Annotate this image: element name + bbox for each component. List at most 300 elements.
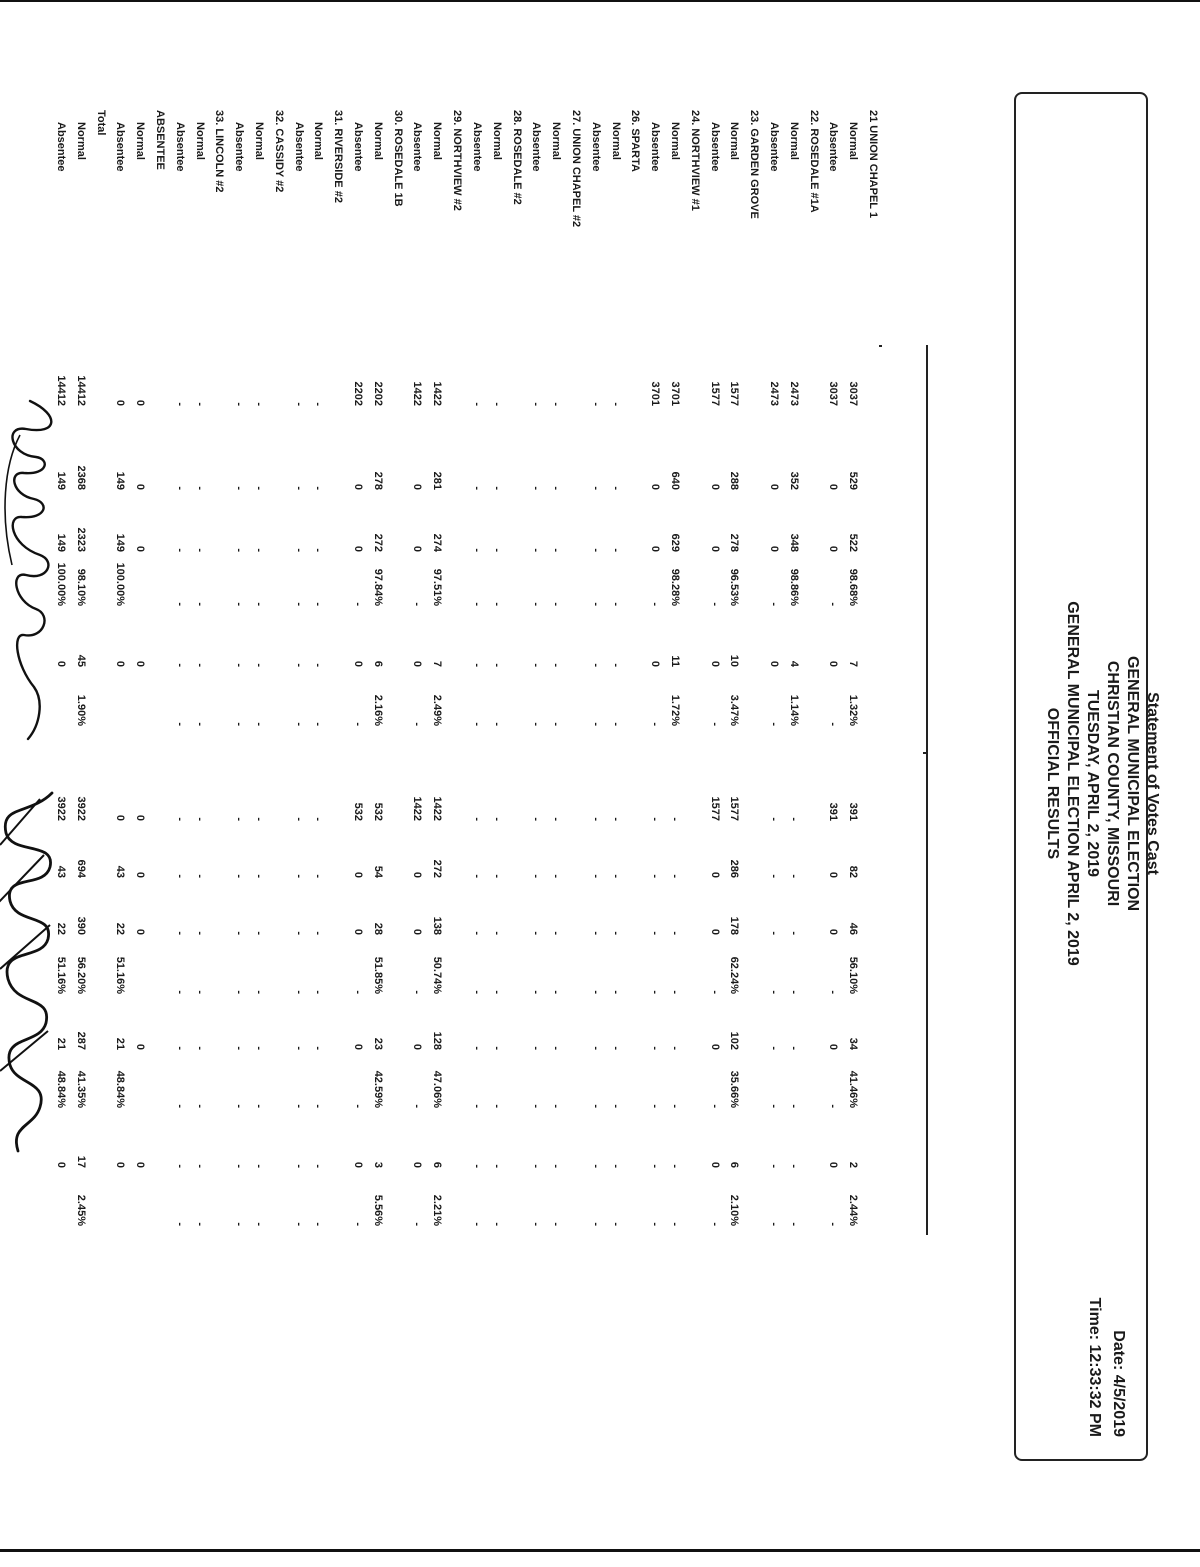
table-row: [649, 0, 660, 1567]
table-cell: -: [233, 722, 246, 726]
table-cell: 0: [708, 928, 721, 935]
signature-right: [0, 785, 70, 1165]
table-cell: -: [470, 931, 483, 935]
table-cell: -: [609, 990, 622, 994]
table-cell: -: [312, 402, 325, 406]
contest-name: GENERAL MUNICIPAL ELECTION APRIL 2, 2019: [1064, 601, 1081, 966]
table-cell: -: [490, 874, 503, 878]
table-cell: -: [530, 663, 543, 667]
table-cell: 274: [431, 533, 444, 552]
table-cell: -: [411, 1222, 424, 1226]
table-cell: 3.47%: [728, 694, 741, 726]
table-cell: 390: [74, 916, 87, 935]
table-cell: -: [550, 990, 563, 994]
precinct-heading-row: [95, 0, 106, 1567]
table-cell: -: [649, 1046, 662, 1050]
table-cell: -: [668, 990, 681, 994]
table-cell: -: [411, 602, 424, 606]
table-cell: -: [193, 931, 206, 935]
table-cell: 352: [787, 471, 800, 490]
table-cell: 1422: [411, 381, 424, 406]
precinct-label: Total: [94, 110, 107, 136]
table-cell: 0: [411, 1161, 424, 1168]
date-label: Date: 4/5/2019: [1110, 1330, 1127, 1437]
table-cell: 0: [352, 483, 365, 490]
table-cell: -: [470, 1164, 483, 1168]
table-cell: -: [292, 931, 305, 935]
table-cell: -: [649, 990, 662, 994]
precinct-label: 29. NORTHVIEW #2: [451, 110, 464, 211]
election-date: TUESDAY, APRIL 2, 2019: [1084, 689, 1101, 878]
table-row: [412, 0, 423, 1567]
table-cell: -: [193, 874, 206, 878]
table-row: [827, 0, 838, 1567]
table-cell: -: [530, 990, 543, 994]
row-label: Normal: [371, 122, 384, 160]
table-cell: -: [312, 663, 325, 667]
table-row: [312, 0, 323, 1567]
table-cell: -: [550, 874, 563, 878]
table-row: [768, 0, 779, 1567]
table-cell: -: [292, 990, 305, 994]
table-cell: -: [827, 1222, 840, 1226]
table-cell: 0: [352, 1043, 365, 1050]
table-cell: -: [490, 1164, 503, 1168]
table-cell: 21: [114, 1037, 127, 1050]
precinct-label: 27. UNION CHAPEL #2: [569, 110, 582, 228]
table-row: [847, 0, 858, 1567]
precinct-heading-row: [154, 0, 165, 1567]
table-cell: -: [233, 1104, 246, 1108]
table-row: [134, 0, 145, 1567]
table-cell: -: [668, 931, 681, 935]
table-cell: 629: [668, 533, 681, 552]
table-cell: -: [490, 1104, 503, 1108]
table-cell: 2.16%: [371, 694, 384, 726]
table-cell: -: [233, 486, 246, 490]
precinct-heading-row: [273, 0, 284, 1567]
table-cell: -: [530, 874, 543, 878]
table-cell: 0: [114, 660, 127, 667]
table-cell: -: [312, 1104, 325, 1108]
table-cell: 532: [371, 802, 384, 821]
table-cell: -: [668, 817, 681, 821]
table-cell: 522: [847, 533, 860, 552]
table-cell: -: [470, 874, 483, 878]
table-cell: -: [253, 548, 266, 552]
table-cell: -: [193, 663, 206, 667]
row-label: Normal: [74, 122, 87, 160]
table-cell: -: [767, 817, 780, 821]
row-label: Normal: [609, 122, 622, 160]
table-cell: -: [490, 602, 503, 606]
table-cell: 0: [827, 1043, 840, 1050]
table-cell: -: [668, 1104, 681, 1108]
row-label: Normal: [847, 122, 860, 160]
table-row: [174, 0, 185, 1567]
table-cell: 2.21%: [431, 1194, 444, 1226]
table-cell: 128: [431, 1031, 444, 1050]
table-cell: -: [767, 874, 780, 878]
table-cell: -: [292, 663, 305, 667]
table-cell: 41.35%: [74, 1070, 87, 1108]
precinct-label: 32. CASSIDY #2: [272, 110, 285, 193]
precinct-label: 24. NORTHVIEW #1: [688, 110, 701, 211]
table-cell: 532: [352, 802, 365, 821]
table-cell: 28: [371, 922, 384, 935]
table-cell: 0: [767, 545, 780, 552]
table-cell: -: [173, 874, 186, 878]
table-cell: -: [173, 817, 186, 821]
table-cell: -: [589, 1046, 602, 1050]
precinct-label: 23. GARDEN GROVE: [748, 110, 761, 219]
table-cell: 0: [411, 545, 424, 552]
table-cell: -: [173, 990, 186, 994]
table-cell: -: [312, 1222, 325, 1226]
table-cell: -: [253, 1046, 266, 1050]
table-cell: 98.10%: [74, 568, 87, 606]
table-cell: 0: [767, 483, 780, 490]
table-cell: -: [253, 402, 266, 406]
table-cell: -: [490, 990, 503, 994]
election-name: GENERAL MUNICIPAL ELECTION: [1124, 655, 1141, 912]
table-cell: 3922: [55, 796, 67, 821]
table-cell: 50.74%: [431, 956, 444, 994]
table-cell: -: [292, 402, 305, 406]
table-cell: -: [649, 1164, 662, 1168]
table-cell: -: [470, 722, 483, 726]
table-cell: -: [550, 402, 563, 406]
table-cell: -: [352, 722, 365, 726]
table-cell: -: [470, 1222, 483, 1226]
row-label: Normal: [193, 122, 206, 160]
table-cell: -: [292, 602, 305, 606]
table-row: [352, 0, 363, 1567]
label-column-divider: [879, 345, 882, 347]
table-cell: -: [470, 990, 483, 994]
precinct-label: 31. RIVERSIDE #2: [332, 110, 345, 203]
row-label: Normal: [312, 122, 325, 160]
table-cell: -: [609, 817, 622, 821]
table-cell: 2.45%: [74, 1194, 87, 1226]
table-cell: -: [589, 548, 602, 552]
table-cell: -: [609, 486, 622, 490]
table-cell: 3037: [827, 381, 840, 406]
table-cell: -: [411, 1104, 424, 1108]
table-cell: 272: [431, 859, 444, 878]
table-cell: 149: [114, 471, 127, 490]
table-cell: -: [312, 1164, 325, 1168]
table-cell: -: [530, 486, 543, 490]
row-label: Absentee: [589, 122, 602, 172]
table-cell: 102: [728, 1031, 741, 1050]
table-cell: 640: [668, 471, 681, 490]
table-cell: 1.32%: [847, 694, 860, 726]
table-cell: 2.10%: [728, 1194, 741, 1226]
table-cell: -: [173, 931, 186, 935]
table-cell: 10: [728, 654, 741, 667]
table-cell: -: [787, 1046, 800, 1050]
precinct-label: 26. SPARTA: [629, 110, 642, 172]
table-cell: -: [550, 602, 563, 606]
table-cell: 0: [352, 1161, 365, 1168]
table-cell: -: [312, 722, 325, 726]
table-cell: -: [550, 1046, 563, 1050]
row-label: Absentee: [233, 122, 246, 172]
table-cell: 3037: [847, 381, 860, 406]
table-cell: -: [609, 1222, 622, 1226]
table-cell: -: [708, 1104, 721, 1108]
table-cell: -: [530, 1046, 543, 1050]
table-cell: -: [470, 1046, 483, 1050]
table-row: [610, 0, 621, 1567]
table-cell: -: [312, 486, 325, 490]
table-cell: -: [173, 486, 186, 490]
table-cell: 0: [827, 483, 840, 490]
table-cell: -: [233, 602, 246, 606]
table-cell: 0: [411, 871, 424, 878]
precinct-heading-row: [392, 0, 403, 1567]
table-cell: -: [668, 1046, 681, 1050]
table-cell: -: [292, 1104, 305, 1108]
table-cell: -: [530, 548, 543, 552]
table-cell: 0: [55, 660, 67, 667]
table-cell: -: [312, 548, 325, 552]
table-cell: -: [470, 817, 483, 821]
table-cell: -: [470, 1104, 483, 1108]
table-cell: -: [312, 990, 325, 994]
table-cell: 23: [371, 1037, 384, 1050]
table-row: [253, 0, 264, 1567]
precinct-heading-row: [629, 0, 640, 1567]
table-cell: -: [550, 1222, 563, 1226]
table-cell: -: [253, 1222, 266, 1226]
table-row: [55, 0, 66, 1567]
table-cell: 42.59%: [371, 1070, 384, 1108]
table-cell: 6: [371, 660, 384, 667]
table-cell: -: [253, 663, 266, 667]
table-cell: -: [530, 1222, 543, 1226]
table-cell: 1577: [728, 381, 741, 406]
table-cell: 391: [847, 802, 860, 821]
table-cell: 391: [827, 802, 840, 821]
table-cell: -: [589, 663, 602, 667]
precinct-heading-row: [867, 0, 878, 1567]
table-cell: -: [490, 1222, 503, 1226]
table-row: [233, 0, 244, 1567]
table-row: [590, 0, 601, 1567]
table-cell: -: [490, 931, 503, 935]
table-cell: -: [649, 1104, 662, 1108]
table-cell: -: [233, 663, 246, 667]
table-cell: 0: [134, 399, 147, 406]
table-cell: 45: [74, 654, 87, 667]
table-cell: -: [292, 1164, 305, 1168]
table-cell: 41.46%: [847, 1070, 860, 1108]
precinct-heading-row: [213, 0, 224, 1567]
precinct-heading-row: [451, 0, 462, 1567]
table-cell: 0: [352, 660, 365, 667]
table-cell: 21: [55, 1037, 67, 1050]
table-row: [669, 0, 680, 1567]
table-cell: 0: [134, 1161, 147, 1168]
table-cell: 0: [352, 545, 365, 552]
table-cell: 1577: [708, 796, 721, 821]
table-cell: 3701: [668, 381, 681, 406]
table-cell: -: [411, 722, 424, 726]
table-cell: -: [550, 817, 563, 821]
table-cell: -: [787, 874, 800, 878]
table-cell: 694: [74, 859, 87, 878]
table-cell: -: [609, 402, 622, 406]
table-cell: 0: [827, 660, 840, 667]
table-cell: -: [530, 602, 543, 606]
precinct-label: 22. ROSEDALE #1A: [807, 110, 820, 213]
table-cell: -: [550, 931, 563, 935]
table-cell: 51.16%: [55, 956, 67, 994]
table-cell: -: [609, 663, 622, 667]
table-cell: -: [193, 548, 206, 552]
table-cell: -: [173, 548, 186, 552]
table-cell: -: [193, 990, 206, 994]
table-cell: -: [550, 722, 563, 726]
table-cell: -: [490, 486, 503, 490]
table-cell: 14412: [55, 375, 67, 406]
row-label: Normal: [431, 122, 444, 160]
table-cell: -: [352, 1104, 365, 1108]
table-cell: -: [708, 722, 721, 726]
precinct-heading-row: [689, 0, 700, 1567]
table-cell: -: [589, 402, 602, 406]
table-cell: -: [193, 722, 206, 726]
table-cell: -: [352, 602, 365, 606]
table-cell: -: [253, 722, 266, 726]
table-cell: 3922: [74, 796, 87, 821]
table-cell: -: [173, 1104, 186, 1108]
row-label: Absentee: [649, 122, 662, 172]
table-top-rule: [926, 345, 928, 1235]
row-label: Absentee: [55, 122, 67, 172]
table-row: [550, 0, 561, 1567]
table-cell: -: [352, 1222, 365, 1226]
table-cell: -: [233, 874, 246, 878]
table-cell: 0: [827, 545, 840, 552]
precinct-label: 21 UNION CHAPEL 1: [867, 110, 879, 218]
table-cell: 0: [411, 483, 424, 490]
table-cell: 43: [55, 865, 67, 878]
table-cell: -: [233, 1046, 246, 1050]
table-cell: -: [668, 874, 681, 878]
table-cell: -: [233, 1222, 246, 1226]
table-row: [431, 0, 442, 1567]
table-cell: -: [490, 548, 503, 552]
table-cell: 272: [371, 533, 384, 552]
table-cell: -: [292, 874, 305, 878]
table-cell: 98.28%: [668, 568, 681, 606]
table-cell: -: [767, 1164, 780, 1168]
table-cell: 2368: [74, 465, 87, 490]
table-cell: 51.85%: [371, 956, 384, 994]
table-cell: -: [827, 1104, 840, 1108]
table-cell: -: [312, 931, 325, 935]
table-cell: -: [589, 486, 602, 490]
table-cell: -: [550, 1164, 563, 1168]
row-label: Absentee: [352, 122, 365, 172]
table-cell: -: [292, 1222, 305, 1226]
table-cell: 2323: [74, 527, 87, 552]
table-cell: 0: [708, 483, 721, 490]
table-cell: -: [490, 817, 503, 821]
table-cell: -: [708, 1222, 721, 1226]
table-cell: 11: [668, 655, 681, 667]
precinct-heading-row: [570, 0, 581, 1567]
table-row: [293, 0, 304, 1567]
table-cell: -: [312, 817, 325, 821]
table-cell: 0: [55, 1161, 67, 1168]
table-row: [530, 0, 541, 1567]
table-cell: -: [649, 1222, 662, 1226]
table-cell: 0: [767, 660, 780, 667]
table-cell: -: [708, 602, 721, 606]
row-label: Normal: [490, 122, 503, 160]
table-cell: -: [827, 602, 840, 606]
table-cell: 0: [134, 1043, 147, 1050]
table-cell: -: [253, 1104, 266, 1108]
table-cell: -: [253, 817, 266, 821]
table-cell: 54: [371, 865, 384, 878]
table-cell: 62.24%: [728, 956, 741, 994]
table-cell: -: [787, 1222, 800, 1226]
table-cell: -: [470, 402, 483, 406]
table-cell: 51.16%: [114, 956, 127, 994]
table-cell: -: [292, 1046, 305, 1050]
table-cell: 2.49%: [431, 694, 444, 726]
table-cell: 1.14%: [787, 694, 800, 726]
table-cell: -: [530, 1164, 543, 1168]
table-cell: -: [233, 548, 246, 552]
table-cell: -: [649, 874, 662, 878]
table-row: [728, 0, 739, 1567]
row-label: Normal: [668, 122, 681, 160]
table-cell: -: [589, 1164, 602, 1168]
table-cell: -: [193, 1164, 206, 1168]
table-cell: 0: [708, 1043, 721, 1050]
table-cell: -: [173, 1046, 186, 1050]
table-cell: -: [609, 602, 622, 606]
table-cell: 3: [371, 1161, 384, 1168]
row-label: Absentee: [767, 122, 780, 172]
table-cell: -: [589, 1222, 602, 1226]
precinct-heading-row: [808, 0, 819, 1567]
table-cell: 0: [411, 928, 424, 935]
table-cell: 97.84%: [371, 568, 384, 606]
table-cell: 46: [847, 922, 860, 935]
table-cell: 1.72%: [668, 694, 681, 726]
table-cell: 2202: [352, 381, 365, 406]
table-cell: -: [233, 1164, 246, 1168]
table-cell: 0: [708, 871, 721, 878]
official-results-label: OFFICIAL RESULTS: [1044, 707, 1061, 860]
table-cell: -: [530, 817, 543, 821]
table-cell: -: [609, 548, 622, 552]
table-cell: 22: [114, 922, 127, 935]
table-cell: -: [470, 548, 483, 552]
table-cell: 287: [74, 1031, 87, 1050]
table-cell: 0: [134, 660, 147, 667]
table-cell: -: [530, 1104, 543, 1108]
table-cell: 0: [827, 928, 840, 935]
table-cell: -: [193, 486, 206, 490]
